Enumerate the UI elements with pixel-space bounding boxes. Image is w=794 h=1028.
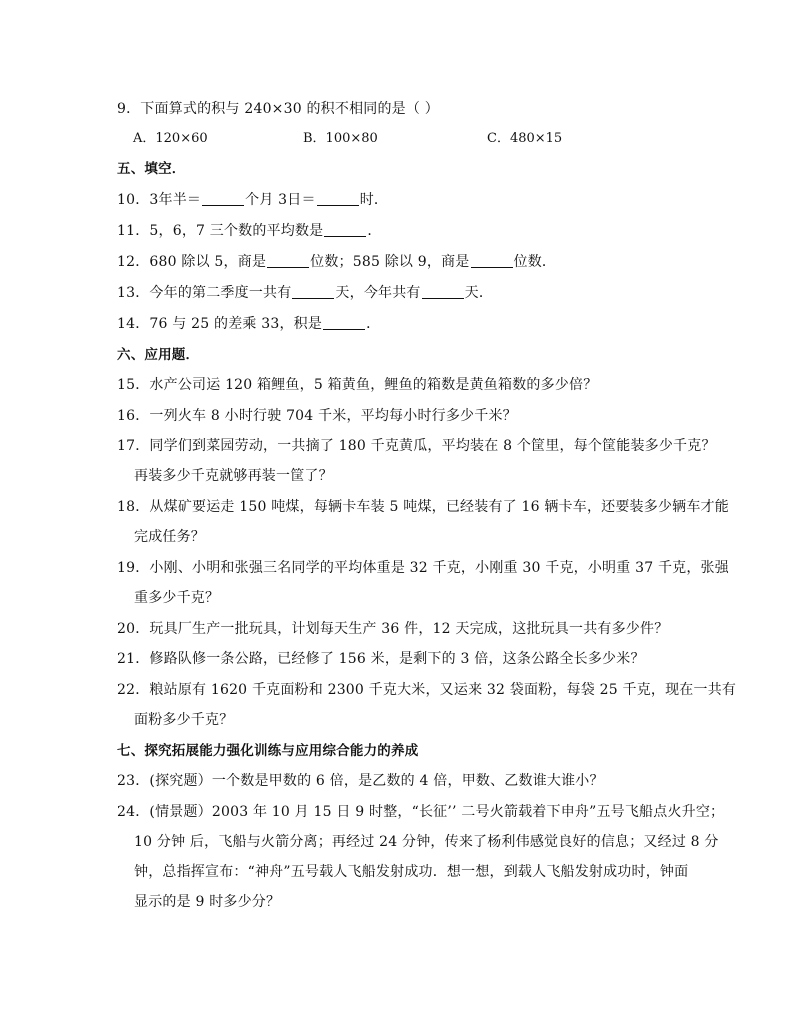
question-18-cont: 完成任务？ [134,529,205,545]
section-5-heading: 五、填空． [117,161,186,177]
question-15: 15．水产公司运 120 箱鲤鱼，5 箱黄鱼，鲤鱼的箱数是黄鱼箱数的多少倍？ [117,377,598,393]
question-19-cont: 重多少千克？ [134,590,220,606]
question-21: 21．修路队修一条公路，已经修了 156 米，是剩下的 3 倍，这条公路全长多少米？ [117,651,645,667]
question-17: 17．同学们到菜园劳动，一共摘了 180 千克黄瓜，平均装在 8 个筐里，每个筐能装多少千克？ [117,438,716,454]
answer-blank [292,284,334,299]
question-10: 10．3年半＝ 个月 3日＝ 时． [117,192,389,208]
answer-blank [202,191,244,206]
question-14: 14．76 与 25 的差乘 33，积是 ． [117,316,381,332]
question-20: 20．玩具厂生产一批玩具，计划每天生产 36 件，12 天完成，这批玩具一共有多少件？ [117,621,669,637]
answer-blank [324,222,366,237]
question-18: 18．从煤矿要运走 150 吨煤，每辆卡车装 5 吨煤，已经装有了 16 辆卡车，还要装多少辆车才能 [117,499,729,515]
question-22-cont: 面粉多少千克？ [134,712,234,728]
question-12: 12．680 除以 5，商是 位数；585 除以 9，商是 位数． [117,254,557,270]
question-24-cont-3: 显示的是 9 时多少分？ [134,894,281,910]
section-7-heading: 七、探究拓展能力强化训练与应用综合能力的养成 [117,743,419,759]
question-17-cont: 再装多少千克就够再装一筐了？ [134,468,333,484]
answer-blank [317,191,359,206]
answer-blank [323,315,365,330]
question-22: 22．粮站原有 1620 千克面粉和 2300 千克大米，又运来 32 袋面粉，每袋 25 千克，现在一共有 [117,682,737,698]
answer-blank [267,253,309,268]
answer-blank [471,253,513,268]
question-24-cont-2: 钟，总指挥宣布：“神舟”五号载人飞船发射成功．想一想，到载人飞船发射成功时，钟面 [134,864,689,880]
section-6-heading: 六、应用题． [117,347,200,363]
question-23: 23．(探究题）一个数是甲数的 6 倍，是乙数的 4 倍，甲数、乙数谁大谁小？ [117,773,604,789]
q9-option-b: B．100×80 [303,131,378,146]
question-16: 16．一列火车 8 小时行驶 704 千米，平均每小时行多少千米？ [117,408,517,424]
q9-option-a: A．120×60 [133,131,208,146]
question-13: 13．今年的第二季度一共有 天，今年共有 天． [117,285,494,301]
question-19: 19．小刚、小明和张强三名同学的平均体重是 32 千克，小刚重 30 千克，小明重 37 千克，张强 [117,560,729,576]
question-24-cont-1: 10 分钟 后，飞船与火箭分离；再经过 24 分钟，传来了杨利伟感觉良好的信息；又经过 8 分 [134,834,719,850]
question-11: 11．5，6，7 三个数的平均数是 ． [117,223,382,239]
answer-blank [422,284,464,299]
question-9: 9．下面算式的积与 240×30 的积不相同的是（ ） [117,101,439,117]
question-24: 24．(情景题）2003 年 10 月 15 日 9 时整，“长征’’ 二号火箭载着下申舟”五号飞船点火升空； [117,804,725,820]
q9-option-c: C．480×15 [487,131,563,146]
